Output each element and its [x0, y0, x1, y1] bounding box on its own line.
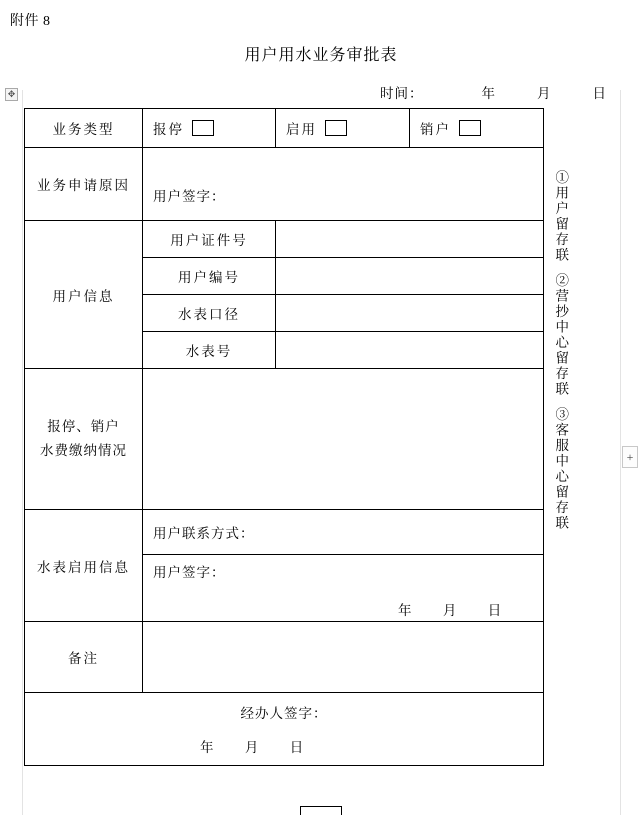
- table-row-handler: [25, 693, 544, 766]
- table-row-payment-status: [25, 369, 544, 510]
- side-notes-column: [552, 170, 574, 730]
- handler-ymd: [25, 736, 543, 756]
- apply-reason-sign-label: 用户签字：: [153, 189, 226, 204]
- page-edge-right: [620, 90, 621, 815]
- side-note-3: ③客服中心留存联: [553, 407, 569, 531]
- user-info-row-value-3[interactable]: [276, 332, 544, 369]
- table-row-remark: [25, 622, 544, 693]
- business-type-label-cell: 业务类型: [25, 109, 143, 148]
- meter-activation-day: 日: [487, 603, 503, 618]
- meter-activation-month: 月: [442, 603, 458, 618]
- business-type-option-cell-2[interactable]: [276, 109, 410, 148]
- meter-activation-ymd: [143, 599, 543, 619]
- handler-day: 日: [289, 740, 305, 755]
- user-info-row-value-1[interactable]: [276, 258, 544, 295]
- handler-cell[interactable]: [25, 693, 544, 766]
- page-bottom-stub: [300, 806, 342, 815]
- checkbox-baoting[interactable]: [192, 120, 214, 136]
- meter-activation-label-cell: 水表启用信息: [25, 510, 143, 622]
- user-info-row-label-0: 用户证件号: [143, 221, 276, 258]
- date-month-unit: 月: [537, 86, 551, 101]
- meter-activation-year: 年: [398, 603, 413, 618]
- user-info-label-cell: 用户信息: [25, 221, 143, 369]
- option-label-baoting: 报停: [153, 122, 184, 137]
- table-row-user-id: [25, 221, 544, 258]
- meter-activation-sign-label: 用户签字：: [153, 565, 226, 580]
- payment-status-value-cell[interactable]: [143, 369, 544, 510]
- page-title: 用户用水业务审批表: [244, 47, 398, 64]
- date-year-unit: 年: [481, 86, 495, 101]
- user-info-row-label-2: 水表口径: [143, 295, 276, 332]
- table-row-meter-activation-contact: [25, 510, 544, 555]
- insert-column-handle-icon[interactable]: +: [622, 446, 638, 468]
- business-type-option-cell-3[interactable]: [410, 109, 544, 148]
- page-edge-left: [22, 90, 23, 815]
- table-move-handle-icon[interactable]: ✥: [5, 88, 18, 101]
- date-label: 时间：: [380, 86, 424, 101]
- option-label-qiyong: 启用: [286, 122, 317, 137]
- payment-status-label-line2: 水费缴纳情况: [40, 443, 127, 458]
- remark-label-cell: 备注: [25, 622, 143, 693]
- business-type-option-cell-1[interactable]: [143, 109, 276, 148]
- date-line: [380, 82, 635, 102]
- meter-activation-contact-label: 用户联系方式：: [153, 526, 255, 541]
- user-info-row-value-2[interactable]: [276, 295, 544, 332]
- handler-sign-label: 经办人签字：: [240, 706, 328, 721]
- approval-form-table: [24, 108, 544, 766]
- date-day-unit: 日: [592, 86, 606, 101]
- apply-reason-value-cell[interactable]: [143, 148, 544, 221]
- handler-month: 月: [244, 740, 260, 755]
- table-row-business-type: [25, 109, 544, 148]
- side-note-2: ②营抄中心留存联: [553, 273, 569, 397]
- meter-activation-contact-cell[interactable]: [143, 510, 544, 555]
- attachment-label: 附件 8: [10, 14, 51, 29]
- handler-year: 年: [200, 740, 215, 755]
- user-info-row-label-3: 水表号: [143, 332, 276, 369]
- payment-status-label-cell: [25, 369, 143, 510]
- checkbox-qiyong[interactable]: [325, 120, 347, 136]
- apply-reason-label-cell: 业务申请原因: [25, 148, 143, 221]
- meter-activation-sign-cell[interactable]: [143, 555, 544, 622]
- checkbox-xiaohu[interactable]: [459, 120, 481, 136]
- user-info-row-label-1: 用户编号: [143, 258, 276, 295]
- side-note-1: ①用户留存联: [553, 170, 569, 263]
- user-info-row-value-0[interactable]: [276, 221, 544, 258]
- remark-value-cell[interactable]: [143, 622, 544, 693]
- table-row-apply-reason: [25, 148, 544, 221]
- payment-status-label-line1: 报停、销户: [47, 419, 120, 435]
- option-label-xiaohu: 销户: [420, 122, 451, 137]
